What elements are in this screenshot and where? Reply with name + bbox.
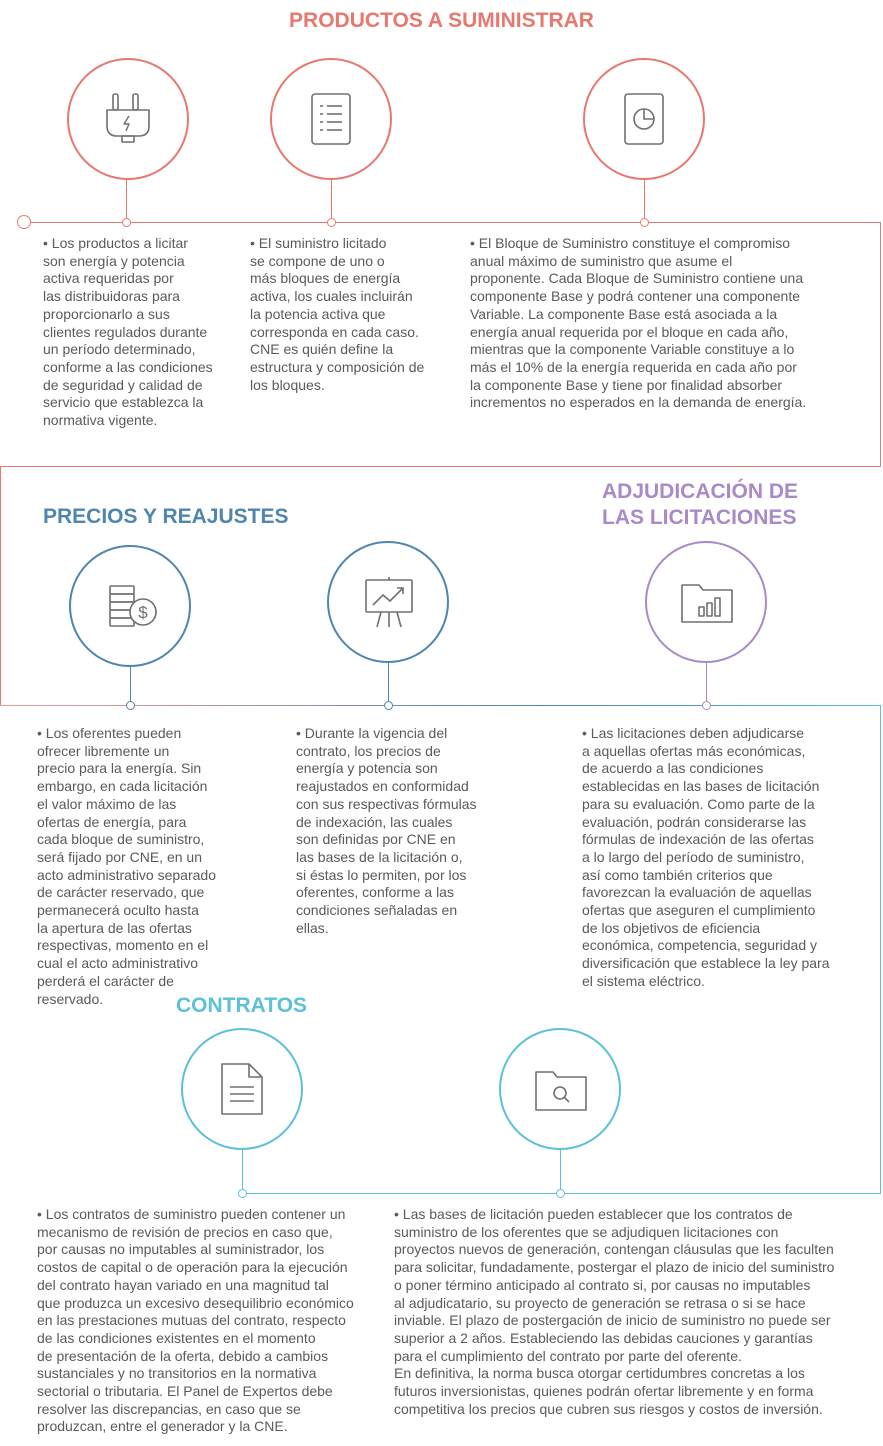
contratos-text-1: • Los contratos de suministro pueden contener un mecanismo de revisión de precios en caso que, por causas no imputables al suministrador, los costos de capital o de operación para la ejecución del contrato hayan variado en una magnitud tal que produzca un excesivo desequilibrio económico en las prestaciones mutuas del contrato, respecto de las condiciones existentes en el momento de presentación de la oferta, debido a cambios sustanciales y no transitorios en la normativa sectorial o tributaria. El Panel de Expertos debe resolver las discrepancias, en caso que se produzcan, entre el generador y la CNE. <box>37 1206 354 1435</box>
productos-node-2 <box>327 218 336 227</box>
presentation-chart-icon <box>363 577 415 629</box>
precios-node-1 <box>126 701 135 710</box>
contratos-circle-1 <box>181 1028 303 1150</box>
adjudicacion-node-1 <box>702 701 711 710</box>
productos-circle-1 <box>67 58 189 180</box>
productos-stem-1 <box>126 180 127 218</box>
precios-title: PRECIOS Y REAJUSTES <box>43 505 289 528</box>
precios-stem-2 <box>388 663 389 701</box>
contratos-node-1 <box>238 1189 247 1198</box>
adjudicacion-title-line2: LAS LICITACIONES <box>602 506 797 529</box>
coins-dollar-icon <box>107 583 159 629</box>
precios-circle-1 <box>69 545 191 667</box>
productos-circle-2 <box>270 58 392 180</box>
plug-icon <box>103 92 153 148</box>
svg-text:$: $ <box>138 603 148 622</box>
productos-stem-3 <box>644 180 645 218</box>
document-icon <box>219 1061 265 1117</box>
folder-bar-chart-icon <box>679 579 735 625</box>
precios-timeline <box>0 705 540 706</box>
productos-circle-3 <box>583 58 705 180</box>
productos-title: PRODUCTOS A SUMINISTRAR <box>289 9 594 32</box>
productos-start-circle <box>17 215 31 229</box>
productos-left-connector <box>0 466 1 706</box>
precios-text-2: • Durante la vigencia del contrato, los precios de energía y potencia son reajustados en conformidad con sus respectivas fórmulas de indexación, las cuales son definidas por CNE en las bases de la licitación o, si éstas lo permiten, por los oferentes, conforme a las condiciones señaladas en ellas. <box>296 725 477 936</box>
productos-node-3 <box>640 218 649 227</box>
productos-text-2: • El suministro licitado se compone de uno o más bloques de energía activa, los cuales incluirán la potencia activa que corresponda en cada caso. CNE es quién define la estructura y composición de los bloques. <box>250 235 425 393</box>
contratos-text-2: • Las bases de licitación pueden establecer que los contratos de suministro de los oferentes que se adjudiquen licitaciones con proyectos nuevos de generación, contengan cláusulas que les faculten para solicitar, fundadamente, postergar el plazo de inicio del suministro o poner término anticipado al contrato si, por causas no imputables al adjudicatario, su proyecto de generación se retrasa o si se hace inviable. El plazo de postergación de inicio de suministro no puede ser superior a 2 años. Estableciendo las debidas cauciones y garantías para el cumplimiento del contrato por parte del oferente. En definitiva, la norma busca otorgar certidumbres concretas a los futuros inversionistas, quienes podrán ofertar libremente y en forma competitiva los precios que cubren sus riesgos y costos de inversión. <box>394 1206 835 1417</box>
productos-node-1 <box>122 218 131 227</box>
adjudicacion-circle-1 <box>645 541 767 663</box>
contratos-stem-2 <box>560 1150 561 1190</box>
precios-stem-1 <box>130 667 131 701</box>
list-document-icon <box>309 92 353 146</box>
productos-bottom-connector <box>0 466 881 467</box>
productos-timeline <box>31 222 881 223</box>
contratos-node-2 <box>556 1189 565 1198</box>
adjudicacion-title-line1: ADJUDICACIÓN DE <box>602 480 799 503</box>
productos-stem-2 <box>331 180 332 218</box>
contratos-stem-1 <box>242 1150 243 1190</box>
productos-text-3: • El Bloque de Suministro constituye el compromiso anual máximo de suministro que asume el proponente. Cada Bloque de Suministro contiene una componente Base y podrá contener una componente Variable. La componente Base está asociada a la energía anual requerida por el bloque en cada año, mientras que la componente Variable constituye a lo más el 10% de la energía requerida en cada año por la componente Base y tiene por finalidad absorber incrementos no esperados en la demanda de energía. <box>470 235 807 411</box>
precios-node-2 <box>384 701 393 710</box>
adjudicacion-text-1: • Las licitaciones deben adjudicarse a aquellas ofertas más económicas, de acuerdo a las condiciones establecidas en las bases de licitación para su evaluación. Como parte de la evaluación, podrán considerarse las fórmulas de indexación de las ofertas a lo largo del período de suministro, así como también criterios que favorezcan la evaluación de aquellas ofertas que aseguren el cumplimiento de los objetivos de eficiencia económica, competencia, seguridad y diversificación que establece la ley para el sistema eléctrico. <box>582 725 830 989</box>
contratos-circle-2 <box>499 1028 621 1150</box>
productos-text-1: • Los productos a licitar son energía y potencia activa requeridas por las distribuidoras para proporcionarlo a sus clientes regulados durante un período determinado, conforme a las condiciones de seguridad y calidad de servicio que establezca la normativa vigente. <box>43 235 213 429</box>
folder-search-icon <box>533 1068 589 1114</box>
pie-chart-document-icon <box>622 92 666 146</box>
contratos-title: CONTRATOS <box>176 994 308 1017</box>
precios-circle-2 <box>327 541 449 663</box>
adjudicacion-title <box>602 479 798 531</box>
precios-text-1: • Los oferentes pueden ofrecer libremente un precio para la energía. Sin embargo, en cada licitación el valor máximo de las ofertas de energía, para cada bloque de suministro, será fijado por CNE, en un acto administrativo separado de carácter reservado, que permanecerá oculto hasta la apertura de las ofertas respectivas, momento en el cual el acto administrativo perderá el carácter de reservado. <box>37 725 216 1007</box>
productos-right-connector <box>880 222 881 467</box>
adjudicacion-stem-1 <box>706 663 707 701</box>
adjudicacion-right-connector <box>880 705 881 1194</box>
